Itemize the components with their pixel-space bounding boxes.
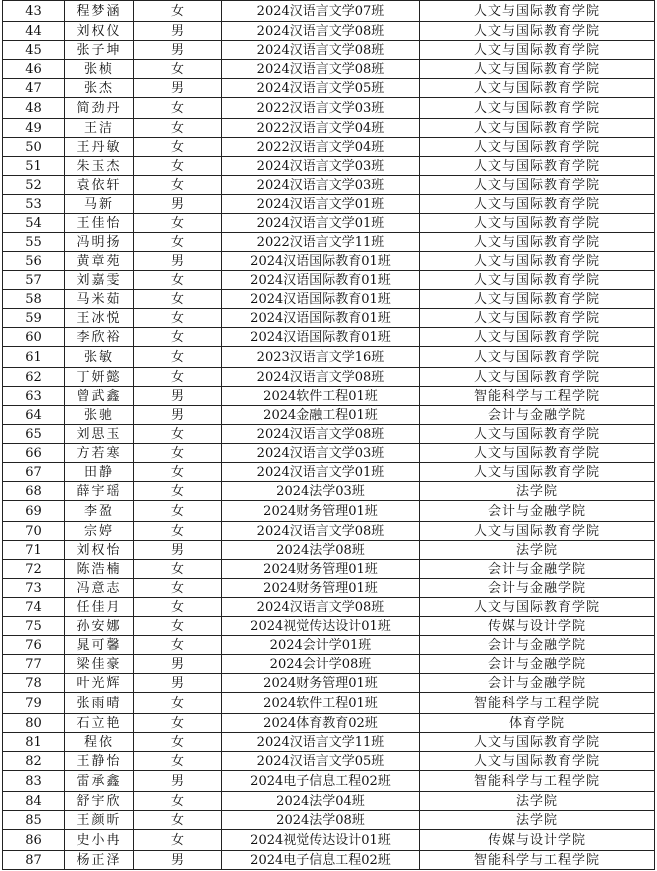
class-cell: 2024视觉传达设计01班 (222, 617, 420, 636)
student-name-cell: 李盈 (65, 501, 134, 522)
student-name-cell: 张杰 (65, 79, 134, 98)
row-number-cell: 64 (3, 406, 65, 425)
college-cell: 人文与国际教育学院 (420, 598, 655, 617)
college-cell: 人文与国际教育学院 (420, 119, 655, 138)
class-cell: 2024汉语言文学08班 (222, 41, 420, 60)
row-number-cell: 75 (3, 617, 65, 636)
student-name-cell: 张雨晴 (65, 693, 134, 714)
gender-cell: 女 (134, 752, 222, 771)
table-row (3, 541, 655, 560)
row-number-cell: 55 (3, 233, 65, 252)
class-cell: 2024法学08班 (222, 811, 420, 830)
row-number-cell: 76 (3, 636, 65, 655)
row-number-cell: 61 (3, 347, 65, 368)
row-number-cell: 82 (3, 752, 65, 771)
gender-cell: 女 (134, 522, 222, 541)
student-name-cell: 宗婷 (65, 522, 134, 541)
college-cell: 法学院 (420, 792, 655, 811)
student-name-cell: 曾武鑫 (65, 387, 134, 406)
college-cell: 法学院 (420, 541, 655, 560)
student-name-cell: 简劲丹 (65, 98, 134, 119)
college-cell: 人文与国际教育学院 (420, 41, 655, 60)
college-cell: 人文与国际教育学院 (420, 271, 655, 290)
gender-cell: 女 (134, 425, 222, 444)
college-cell: 人文与国际教育学院 (420, 368, 655, 387)
row-number-cell: 77 (3, 655, 65, 674)
gender-cell: 男 (134, 41, 222, 60)
table-row (3, 522, 655, 541)
gender-cell: 女 (134, 636, 222, 655)
roster-body (3, 1, 655, 870)
gender-cell: 男 (134, 406, 222, 425)
college-cell: 会计与金融学院 (420, 674, 655, 693)
row-number-cell: 58 (3, 290, 65, 309)
table-row (3, 176, 655, 195)
student-name-cell: 杨正泽 (65, 851, 134, 870)
class-cell: 2024软件工程01班 (222, 693, 420, 714)
class-cell: 2024汉语言文学03班 (222, 444, 420, 463)
table-row (3, 482, 655, 501)
gender-cell: 女 (134, 138, 222, 157)
student-name-cell: 叶光辉 (65, 674, 134, 693)
college-cell: 会计与金融学院 (420, 636, 655, 655)
student-name-cell: 任佳月 (65, 598, 134, 617)
table-row (3, 693, 655, 714)
table-row (3, 79, 655, 98)
college-cell: 人文与国际教育学院 (420, 195, 655, 214)
class-cell: 2024财务管理01班 (222, 674, 420, 693)
gender-cell: 女 (134, 579, 222, 598)
class-cell: 2024汉语言文学01班 (222, 463, 420, 482)
table-row (3, 598, 655, 617)
row-number-cell: 54 (3, 214, 65, 233)
class-cell: 2024汉语言文学05班 (222, 79, 420, 98)
row-number-cell: 84 (3, 792, 65, 811)
row-number-cell: 47 (3, 79, 65, 98)
table-row (3, 252, 655, 271)
gender-cell: 女 (134, 233, 222, 252)
table-row (3, 406, 655, 425)
class-cell: 2024汉语言文学01班 (222, 214, 420, 233)
class-cell: 2024法学08班 (222, 541, 420, 560)
class-cell: 2024视觉传达设计01班 (222, 830, 420, 851)
table-row (3, 463, 655, 482)
gender-cell: 女 (134, 271, 222, 290)
student-name-cell: 王洁 (65, 119, 134, 138)
table-row (3, 195, 655, 214)
row-number-cell: 86 (3, 830, 65, 851)
table-row (3, 98, 655, 119)
gender-cell: 女 (134, 290, 222, 309)
row-number-cell: 49 (3, 119, 65, 138)
gender-cell: 女 (134, 176, 222, 195)
college-cell: 人文与国际教育学院 (420, 79, 655, 98)
class-cell: 2024汉语国际教育01班 (222, 271, 420, 290)
college-cell: 会计与金融学院 (420, 406, 655, 425)
class-cell: 2022汉语言文学04班 (222, 119, 420, 138)
row-number-cell: 80 (3, 714, 65, 733)
class-cell: 2024汉语国际教育01班 (222, 328, 420, 347)
class-cell: 2024汉语言文学05班 (222, 752, 420, 771)
table-row (3, 501, 655, 522)
student-name-cell: 王冰悦 (65, 309, 134, 328)
college-cell: 智能科学与工程学院 (420, 387, 655, 406)
row-number-cell: 60 (3, 328, 65, 347)
student-name-cell: 田静 (65, 463, 134, 482)
class-cell: 2022汉语言文学04班 (222, 138, 420, 157)
student-name-cell: 张桢 (65, 60, 134, 79)
row-number-cell: 56 (3, 252, 65, 271)
table-row (3, 655, 655, 674)
college-cell: 人文与国际教育学院 (420, 309, 655, 328)
table-row (3, 674, 655, 693)
class-cell: 2024汉语国际教育01班 (222, 309, 420, 328)
row-number-cell: 44 (3, 22, 65, 41)
gender-cell: 男 (134, 252, 222, 271)
class-cell: 2024汉语言文学08班 (222, 522, 420, 541)
table-row (3, 579, 655, 598)
table-row (3, 617, 655, 636)
college-cell: 人文与国际教育学院 (420, 252, 655, 271)
gender-cell: 女 (134, 60, 222, 79)
college-cell: 会计与金融学院 (420, 501, 655, 522)
college-cell: 人文与国际教育学院 (420, 157, 655, 176)
class-cell: 2024体育教育02班 (222, 714, 420, 733)
college-cell: 人文与国际教育学院 (420, 214, 655, 233)
student-roster-table (2, 0, 655, 870)
student-name-cell: 石立艳 (65, 714, 134, 733)
student-name-cell: 张驰 (65, 406, 134, 425)
student-name-cell: 王丹敏 (65, 138, 134, 157)
gender-cell: 女 (134, 482, 222, 501)
row-number-cell: 85 (3, 811, 65, 830)
table-row (3, 1, 655, 22)
class-cell: 2022汉语言文学11班 (222, 233, 420, 252)
row-number-cell: 79 (3, 693, 65, 714)
class-cell: 2024金融工程01班 (222, 406, 420, 425)
class-cell: 2024汉语国际教育01班 (222, 252, 420, 271)
row-number-cell: 69 (3, 501, 65, 522)
row-number-cell: 65 (3, 425, 65, 444)
college-cell: 人文与国际教育学院 (420, 752, 655, 771)
student-name-cell: 丁妍懿 (65, 368, 134, 387)
class-cell: 2024法学03班 (222, 482, 420, 501)
row-number-cell: 67 (3, 463, 65, 482)
table-row (3, 271, 655, 290)
student-name-cell: 晁可馨 (65, 636, 134, 655)
row-number-cell: 48 (3, 98, 65, 119)
row-number-cell: 87 (3, 851, 65, 870)
class-cell: 2024财务管理01班 (222, 560, 420, 579)
student-name-cell: 冯意志 (65, 579, 134, 598)
row-number-cell: 57 (3, 271, 65, 290)
student-name-cell: 马米茹 (65, 290, 134, 309)
gender-cell: 男 (134, 771, 222, 792)
student-name-cell: 史小冉 (65, 830, 134, 851)
gender-cell: 女 (134, 714, 222, 733)
gender-cell: 男 (134, 22, 222, 41)
student-name-cell: 方若寒 (65, 444, 134, 463)
row-number-cell: 70 (3, 522, 65, 541)
table-row (3, 444, 655, 463)
gender-cell: 男 (134, 851, 222, 870)
college-cell: 体育学院 (420, 714, 655, 733)
class-cell: 2024汉语言文学07班 (222, 1, 420, 22)
table-row (3, 811, 655, 830)
gender-cell: 女 (134, 501, 222, 522)
student-name-cell: 张子坤 (65, 41, 134, 60)
row-number-cell: 63 (3, 387, 65, 406)
gender-cell: 女 (134, 463, 222, 482)
college-cell: 人文与国际教育学院 (420, 138, 655, 157)
table-row (3, 387, 655, 406)
table-row (3, 41, 655, 60)
class-cell: 2024会计学08班 (222, 655, 420, 674)
college-cell: 智能科学与工程学院 (420, 693, 655, 714)
table-row (3, 368, 655, 387)
student-name-cell: 刘权怡 (65, 541, 134, 560)
college-cell: 人文与国际教育学院 (420, 233, 655, 252)
class-cell: 2024汉语言文学08班 (222, 60, 420, 79)
college-cell: 人文与国际教育学院 (420, 98, 655, 119)
student-name-cell: 袁依轩 (65, 176, 134, 195)
gender-cell: 女 (134, 328, 222, 347)
gender-cell: 女 (134, 309, 222, 328)
college-cell: 人文与国际教育学院 (420, 425, 655, 444)
student-name-cell: 王佳怡 (65, 214, 134, 233)
row-number-cell: 51 (3, 157, 65, 176)
gender-cell: 男 (134, 655, 222, 674)
table-row (3, 309, 655, 328)
table-row (3, 22, 655, 41)
gender-cell: 女 (134, 733, 222, 752)
row-number-cell: 59 (3, 309, 65, 328)
table-row (3, 347, 655, 368)
student-name-cell: 冯明扬 (65, 233, 134, 252)
row-number-cell: 66 (3, 444, 65, 463)
college-cell: 人文与国际教育学院 (420, 444, 655, 463)
student-name-cell: 朱玉杰 (65, 157, 134, 176)
college-cell: 人文与国际教育学院 (420, 22, 655, 41)
table-row (3, 714, 655, 733)
row-number-cell: 50 (3, 138, 65, 157)
row-number-cell: 46 (3, 60, 65, 79)
class-cell: 2024电子信息工程02班 (222, 851, 420, 870)
row-number-cell: 43 (3, 1, 65, 22)
college-cell: 会计与金融学院 (420, 655, 655, 674)
class-cell: 2024汉语言文学03班 (222, 157, 420, 176)
gender-cell: 女 (134, 157, 222, 176)
college-cell: 传媒与设计学院 (420, 617, 655, 636)
college-cell: 人文与国际教育学院 (420, 733, 655, 752)
class-cell: 2024汉语言文学03班 (222, 176, 420, 195)
table-row (3, 60, 655, 79)
gender-cell: 女 (134, 598, 222, 617)
row-number-cell: 81 (3, 733, 65, 752)
gender-cell: 女 (134, 792, 222, 811)
row-number-cell: 78 (3, 674, 65, 693)
table-row (3, 560, 655, 579)
class-cell: 2024会计学01班 (222, 636, 420, 655)
table-row (3, 771, 655, 792)
table-row (3, 752, 655, 771)
table-row (3, 290, 655, 309)
class-cell: 2024汉语国际教育01班 (222, 290, 420, 309)
college-cell: 会计与金融学院 (420, 560, 655, 579)
college-cell: 传媒与设计学院 (420, 830, 655, 851)
row-number-cell: 71 (3, 541, 65, 560)
class-cell: 2024财务管理01班 (222, 501, 420, 522)
student-name-cell: 王颜昕 (65, 811, 134, 830)
table-row (3, 328, 655, 347)
class-cell: 2024汉语言文学01班 (222, 195, 420, 214)
student-name-cell: 梁佳豪 (65, 655, 134, 674)
table-row (3, 214, 655, 233)
row-number-cell: 53 (3, 195, 65, 214)
gender-cell: 女 (134, 617, 222, 636)
student-name-cell: 刘权仪 (65, 22, 134, 41)
table-row (3, 138, 655, 157)
gender-cell: 男 (134, 79, 222, 98)
college-cell: 法学院 (420, 811, 655, 830)
class-cell: 2024电子信息工程02班 (222, 771, 420, 792)
class-cell: 2024汉语言文学08班 (222, 425, 420, 444)
class-cell: 2024汉语言文学08班 (222, 598, 420, 617)
gender-cell: 女 (134, 1, 222, 22)
college-cell: 人文与国际教育学院 (420, 1, 655, 22)
gender-cell: 男 (134, 195, 222, 214)
college-cell: 人文与国际教育学院 (420, 60, 655, 79)
class-cell: 2024软件工程01班 (222, 387, 420, 406)
gender-cell: 男 (134, 541, 222, 560)
college-cell: 会计与金融学院 (420, 579, 655, 598)
row-number-cell: 45 (3, 41, 65, 60)
gender-cell: 女 (134, 347, 222, 368)
college-cell: 智能科学与工程学院 (420, 851, 655, 870)
table-row (3, 233, 655, 252)
class-cell: 2024汉语言文学08班 (222, 22, 420, 41)
college-cell: 人文与国际教育学院 (420, 347, 655, 368)
row-number-cell: 52 (3, 176, 65, 195)
table-row (3, 636, 655, 655)
student-name-cell: 刘思玉 (65, 425, 134, 444)
student-name-cell: 张敏 (65, 347, 134, 368)
gender-cell: 男 (134, 674, 222, 693)
row-number-cell: 74 (3, 598, 65, 617)
college-cell: 人文与国际教育学院 (420, 176, 655, 195)
row-number-cell: 83 (3, 771, 65, 792)
student-name-cell: 刘嘉雯 (65, 271, 134, 290)
student-name-cell: 王静怡 (65, 752, 134, 771)
student-name-cell: 李欣裕 (65, 328, 134, 347)
class-cell: 2024法学04班 (222, 792, 420, 811)
student-name-cell: 舒宇欣 (65, 792, 134, 811)
row-number-cell: 68 (3, 482, 65, 501)
class-cell: 2022汉语言文学03班 (222, 98, 420, 119)
table-row (3, 733, 655, 752)
gender-cell: 女 (134, 98, 222, 119)
table-row (3, 792, 655, 811)
table-row (3, 119, 655, 138)
gender-cell: 女 (134, 214, 222, 233)
student-name-cell: 程梦涵 (65, 1, 134, 22)
gender-cell: 女 (134, 368, 222, 387)
gender-cell: 女 (134, 560, 222, 579)
class-cell: 2024汉语言文学08班 (222, 368, 420, 387)
student-name-cell: 马新 (65, 195, 134, 214)
college-cell: 人文与国际教育学院 (420, 522, 655, 541)
student-name-cell: 程依 (65, 733, 134, 752)
gender-cell: 男 (134, 387, 222, 406)
table-row (3, 851, 655, 870)
gender-cell: 女 (134, 811, 222, 830)
college-cell: 人文与国际教育学院 (420, 290, 655, 309)
college-cell: 智能科学与工程学院 (420, 771, 655, 792)
student-name-cell: 薛宇瑶 (65, 482, 134, 501)
student-name-cell: 陈浩楠 (65, 560, 134, 579)
class-cell: 2024汉语言文学11班 (222, 733, 420, 752)
table-row (3, 157, 655, 176)
table-row (3, 425, 655, 444)
row-number-cell: 72 (3, 560, 65, 579)
gender-cell: 女 (134, 830, 222, 851)
student-name-cell: 雷承鑫 (65, 771, 134, 792)
table-row (3, 830, 655, 851)
row-number-cell: 73 (3, 579, 65, 598)
college-cell: 人文与国际教育学院 (420, 328, 655, 347)
gender-cell: 女 (134, 693, 222, 714)
gender-cell: 女 (134, 119, 222, 138)
student-name-cell: 孙安娜 (65, 617, 134, 636)
class-cell: 2024财务管理01班 (222, 579, 420, 598)
college-cell: 法学院 (420, 482, 655, 501)
class-cell: 2023汉语言文学16班 (222, 347, 420, 368)
row-number-cell: 62 (3, 368, 65, 387)
student-name-cell: 黄章苑 (65, 252, 134, 271)
gender-cell: 女 (134, 444, 222, 463)
college-cell: 人文与国际教育学院 (420, 463, 655, 482)
